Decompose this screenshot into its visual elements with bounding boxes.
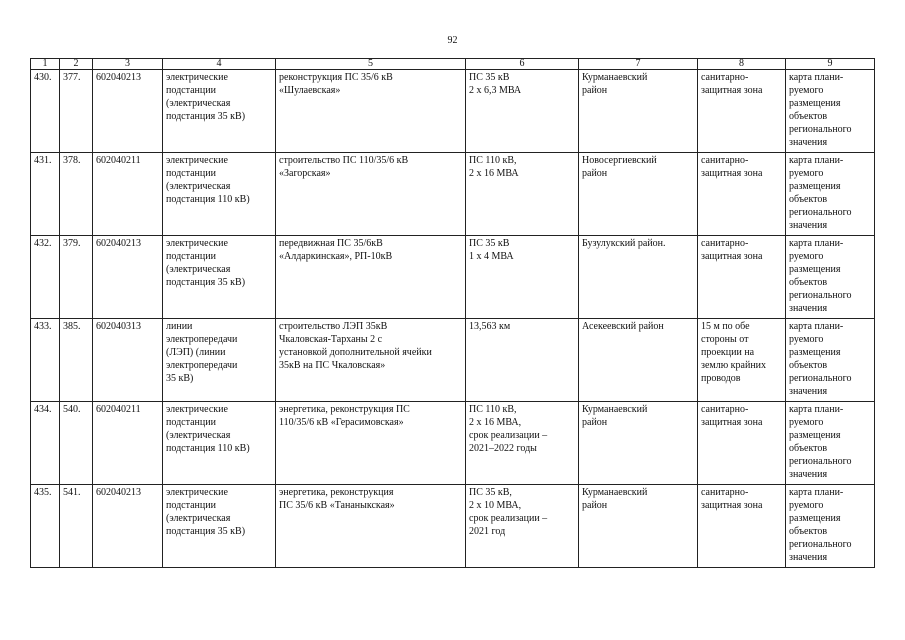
row-number-cell: 434.	[31, 402, 60, 485]
header-cell: 7	[579, 59, 698, 70]
item-number-cell: 541.	[60, 485, 93, 568]
row-number-cell: 433.	[31, 319, 60, 402]
map-cell: карта плани- руемого размещения объектов регионального значения	[786, 485, 875, 568]
objects-table	[30, 58, 875, 568]
map-cell: карта плани- руемого размещения объектов регионального значения	[786, 402, 875, 485]
parameters-cell: ПС 35 кВ 1 х 4 МВА	[466, 236, 579, 319]
header-cell: 5	[276, 59, 466, 70]
code-cell: 602040213	[93, 485, 163, 568]
location-cell: Новосергиевский район	[579, 153, 698, 236]
header-cell: 4	[163, 59, 276, 70]
table-row	[31, 319, 875, 402]
zone-cell: санитарно- защитная зона	[698, 236, 786, 319]
item-number-cell: 377.	[60, 70, 93, 153]
parameters-cell: 13,563 км	[466, 319, 579, 402]
parameters-cell: ПС 110 кВ, 2 х 16 МВА, срок реализации – 2021–2022 годы	[466, 402, 579, 485]
header-cell: 8	[698, 59, 786, 70]
zone-cell: санитарно- защитная зона	[698, 153, 786, 236]
object-type-cell: электрические подстанции (электрическая подстанция 110 кВ)	[163, 153, 276, 236]
row-number-cell: 430.	[31, 70, 60, 153]
location-cell: Бузулукский район.	[579, 236, 698, 319]
location-cell: Курманаевский район	[579, 402, 698, 485]
zone-cell: санитарно- защитная зона	[698, 70, 786, 153]
object-type-cell: электрические подстанции (электрическая подстанция 35 кВ)	[163, 236, 276, 319]
header-cell: 9	[786, 59, 875, 70]
parameters-cell: ПС 35 кВ 2 х 6,3 МВА	[466, 70, 579, 153]
zone-cell: 15 м по обе стороны от проекции на землю крайних проводов	[698, 319, 786, 402]
row-number-cell: 431.	[31, 153, 60, 236]
row-number-cell: 435.	[31, 485, 60, 568]
object-name-cell: энергетика, реконструкция ПС 35/6 кВ «Тананыкская»	[276, 485, 466, 568]
object-name-cell: реконструкция ПС 35/6 кВ «Шулаевская»	[276, 70, 466, 153]
object-name-cell: передвижная ПС 35/6кВ «Алдаркинская», РП-10кВ	[276, 236, 466, 319]
item-number-cell: 540.	[60, 402, 93, 485]
object-type-cell: линии электропередачи (ЛЭП) (линии электропередачи 35 кВ)	[163, 319, 276, 402]
item-number-cell: 379.	[60, 236, 93, 319]
object-name-cell: строительство ЛЭП 35кВ Чкаловская-Тарханы 2 с установкой дополнительной ячейки 35кВ на ПС Чкаловская»	[276, 319, 466, 402]
object-type-cell: электрические подстанции (электрическая подстанция 35 кВ)	[163, 485, 276, 568]
parameters-cell: ПС 35 кВ, 2 х 10 МВА, срок реализации – 2021 год	[466, 485, 579, 568]
location-cell: Асекеевский район	[579, 319, 698, 402]
table-row	[31, 153, 875, 236]
code-cell: 602040211	[93, 402, 163, 485]
map-cell: карта плани- руемого размещения объектов регионального значения	[786, 70, 875, 153]
location-cell: Курманаевский район	[579, 485, 698, 568]
location-cell: Курманаевский район	[579, 70, 698, 153]
object-type-cell: электрические подстанции (электрическая подстанция 110 кВ)	[163, 402, 276, 485]
table-row	[31, 236, 875, 319]
map-cell: карта плани- руемого размещения объектов регионального значения	[786, 319, 875, 402]
code-cell: 602040213	[93, 236, 163, 319]
item-number-cell: 378.	[60, 153, 93, 236]
item-number-cell: 385.	[60, 319, 93, 402]
table-row	[31, 70, 875, 153]
header-cell: 2	[60, 59, 93, 70]
header-cell: 6	[466, 59, 579, 70]
page-number: 92	[447, 35, 458, 46]
table-row	[31, 402, 875, 485]
code-cell: 602040313	[93, 319, 163, 402]
map-cell: карта плани- руемого размещения объектов регионального значения	[786, 153, 875, 236]
code-cell: 602040211	[93, 153, 163, 236]
object-name-cell: энергетика, реконструкция ПС 110/35/6 кВ «Герасимовская»	[276, 402, 466, 485]
row-number-cell: 432.	[31, 236, 60, 319]
parameters-cell: ПС 110 кВ, 2 х 16 МВА	[466, 153, 579, 236]
code-cell: 602040213	[93, 70, 163, 153]
zone-cell: санитарно- защитная зона	[698, 485, 786, 568]
zone-cell: санитарно- защитная зона	[698, 402, 786, 485]
map-cell: карта плани- руемого размещения объектов регионального значения	[786, 236, 875, 319]
object-name-cell: строительство ПС 110/35/6 кВ «Загорская»	[276, 153, 466, 236]
header-cell: 1	[31, 59, 60, 70]
header-cell: 3	[93, 59, 163, 70]
object-type-cell: электрические подстанции (электрическая подстанция 35 кВ)	[163, 70, 276, 153]
header-row	[31, 59, 875, 70]
table-row	[31, 485, 875, 568]
